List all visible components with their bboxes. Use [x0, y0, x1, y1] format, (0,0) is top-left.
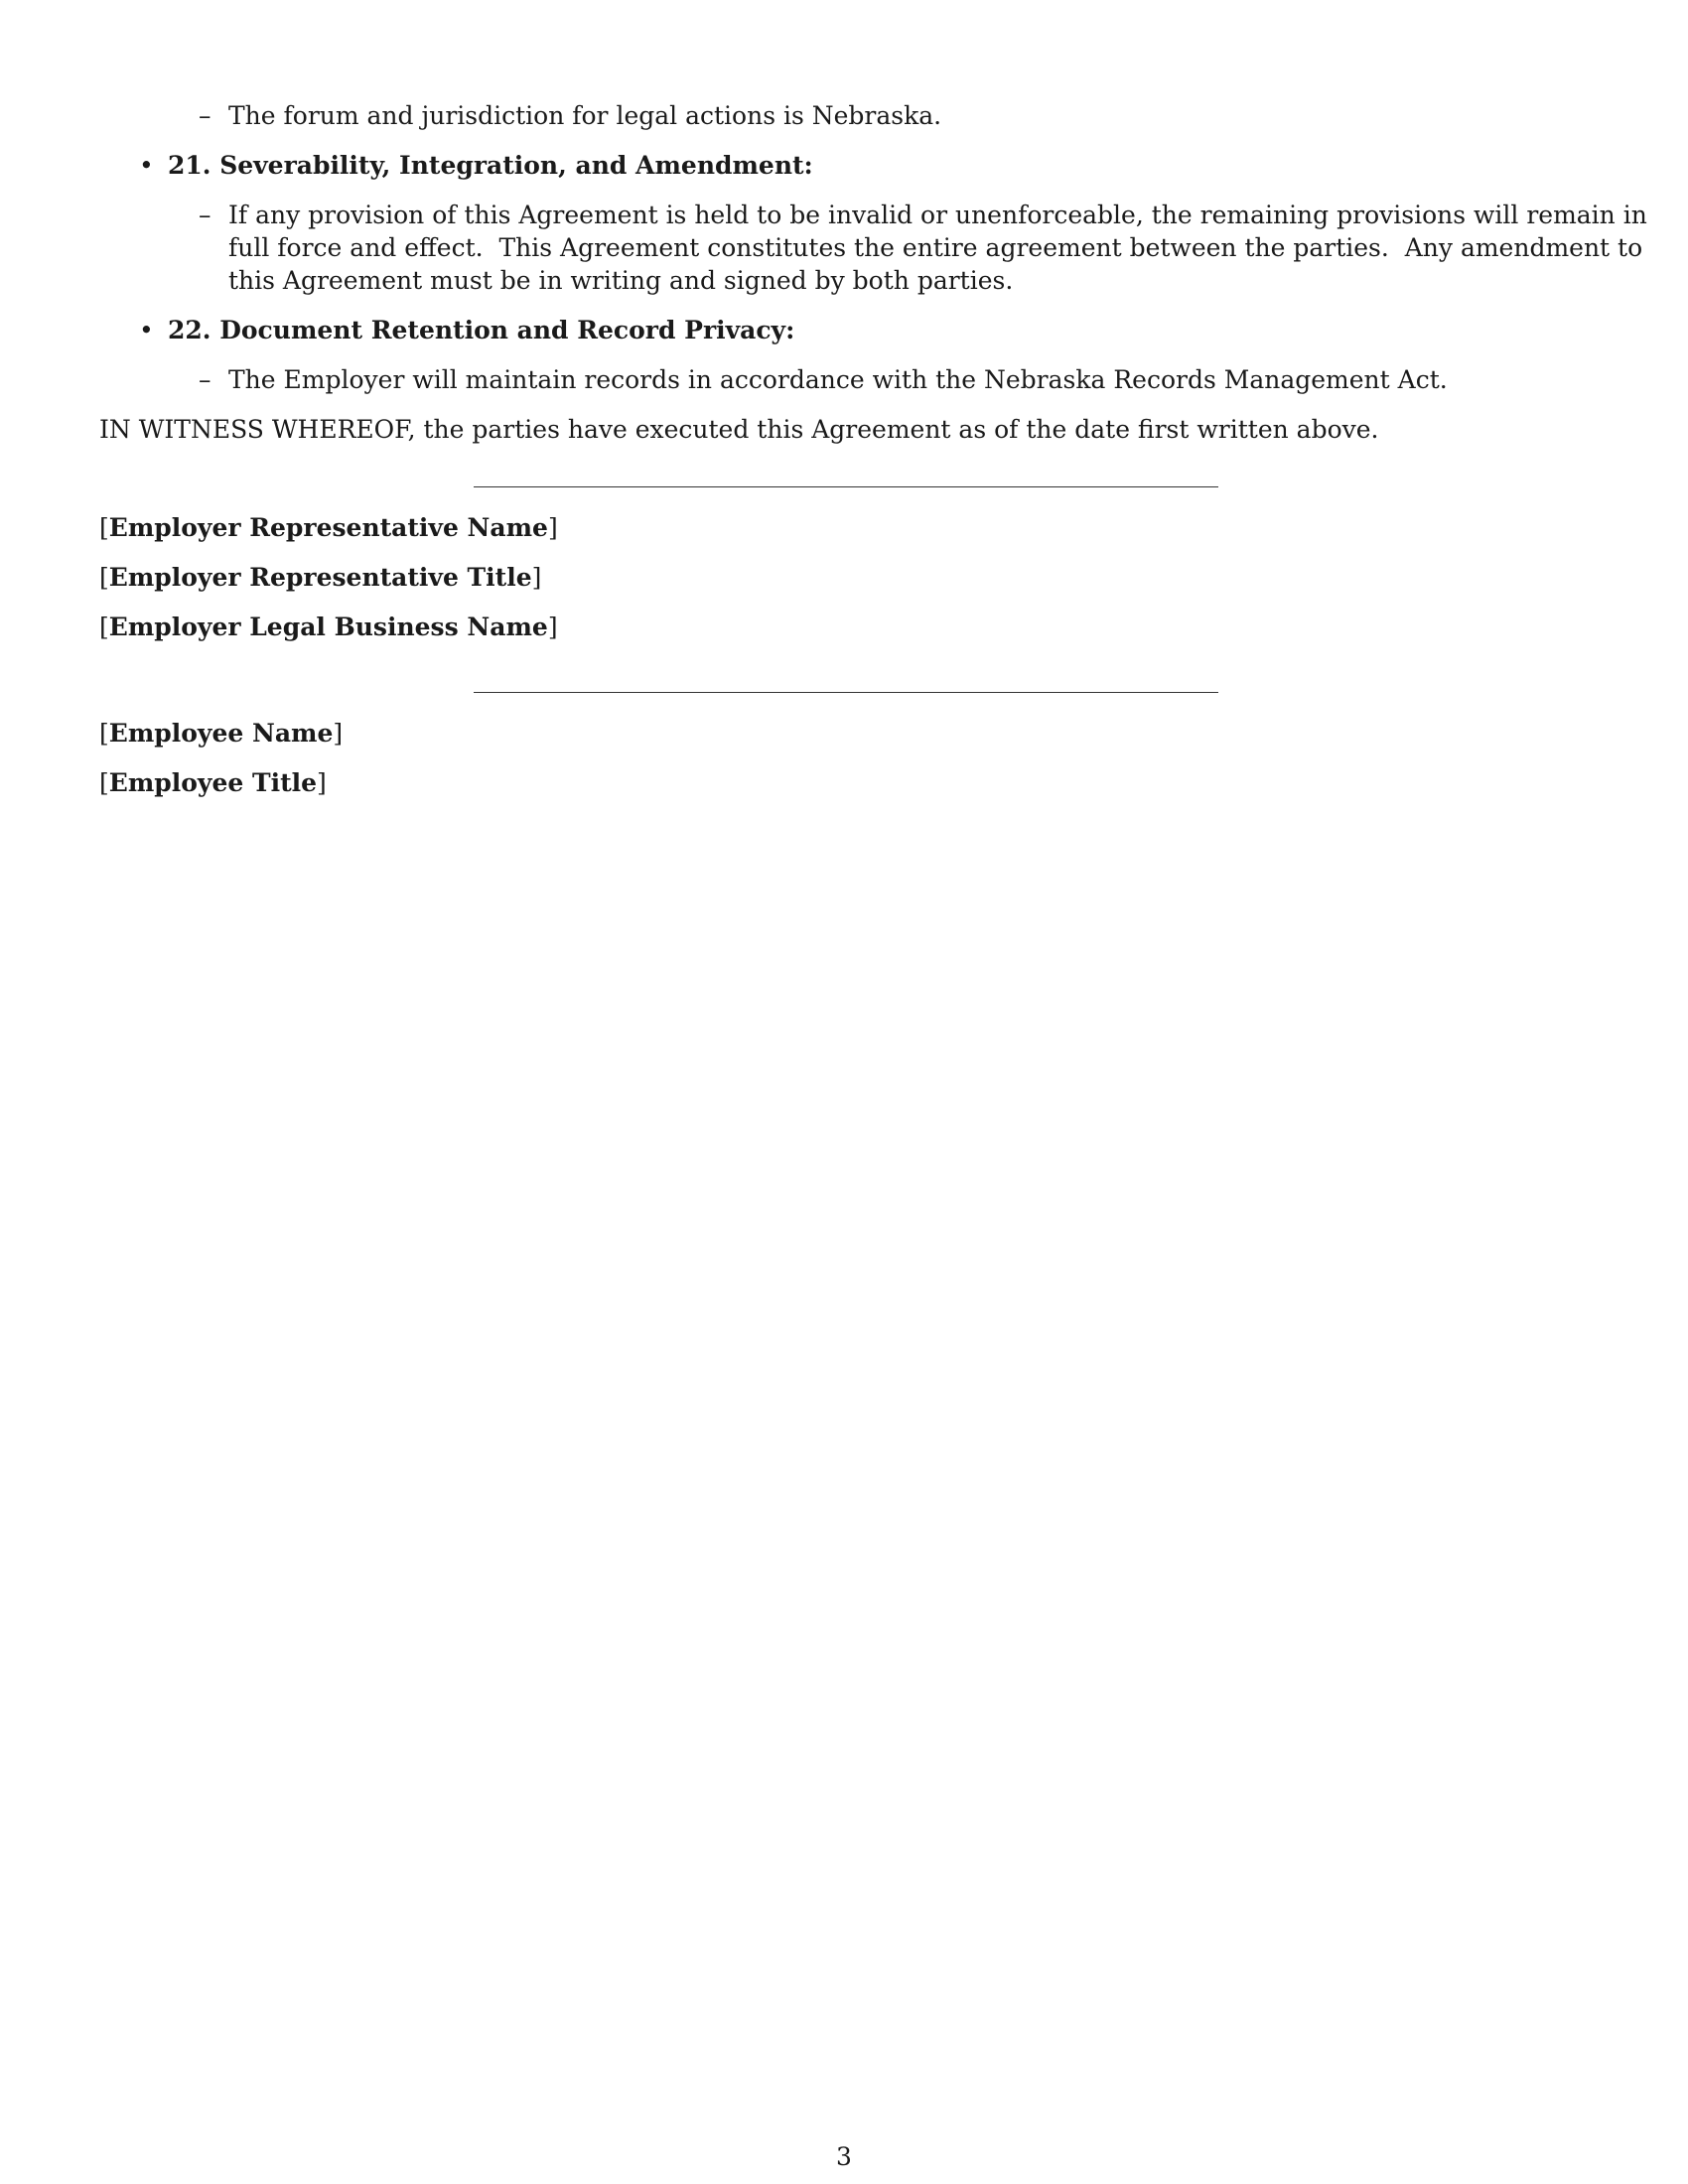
section-22-heading-text: 22. Document Retention and Record Privacy: — [168, 316, 795, 344]
section-22-clause-text: The Employer will maintain records in accordance with the Nebraska Records Management Act. — [228, 365, 1448, 394]
forum-clause — [99, 99, 1589, 132]
page-number: 3 — [836, 2142, 852, 2171]
section-22-clause — [99, 363, 1589, 396]
employee-name: [Employee Name] — [99, 719, 344, 748]
bullet-dot: • — [139, 151, 154, 180]
employee-signature-line — [474, 692, 1218, 693]
dash-bullet: – — [199, 101, 211, 130]
employee-title: [Employee Title] — [99, 768, 327, 797]
employer-rep-title-text: Employer Representative Title — [108, 563, 532, 592]
employer-rep-title: [Employer Representative Title] — [99, 563, 542, 592]
section-21-line-1: If any provision of this Agreement is held to be invalid or unenforceable, the remaining provisions will remain in — [228, 201, 1647, 229]
section-21-heading — [99, 149, 1589, 182]
section-22-heading — [99, 314, 1589, 346]
employer-rep-name-text: Employer Representative Name — [108, 513, 548, 542]
employee-title-text: Employee Title — [108, 768, 318, 797]
forum-clause-text: The forum and jurisdiction for legal actions is Nebraska. — [228, 101, 942, 130]
section-21-line-3: this Agreement must be in writing and signed by both parties. — [228, 266, 1014, 295]
section-21-heading-text: 21. Severability, Integration, and Amendment: — [168, 151, 813, 180]
employer-legal-name-text: Employer Legal Business Name — [108, 613, 548, 641]
employer-signature-line — [474, 486, 1218, 487]
section-21-line-2: full force and effect. This Agreement constitutes the entire agreement between the parties. Any amendment to — [228, 233, 1643, 262]
employee-name-text: Employee Name — [108, 719, 334, 748]
dash-bullet: – — [199, 201, 211, 229]
document-page — [99, 99, 1647, 808]
bullet-dot: • — [139, 316, 154, 344]
dash-bullet: – — [199, 365, 211, 394]
employer-rep-name: [Employer Representative Name] — [99, 513, 558, 542]
employer-legal-name: [Employer Legal Business Name] — [99, 613, 558, 641]
witness-statement: IN WITNESS WHEREOF, the parties have executed this Agreement as of the date first written above. — [99, 415, 1379, 444]
section-21-clause — [99, 199, 1647, 297]
